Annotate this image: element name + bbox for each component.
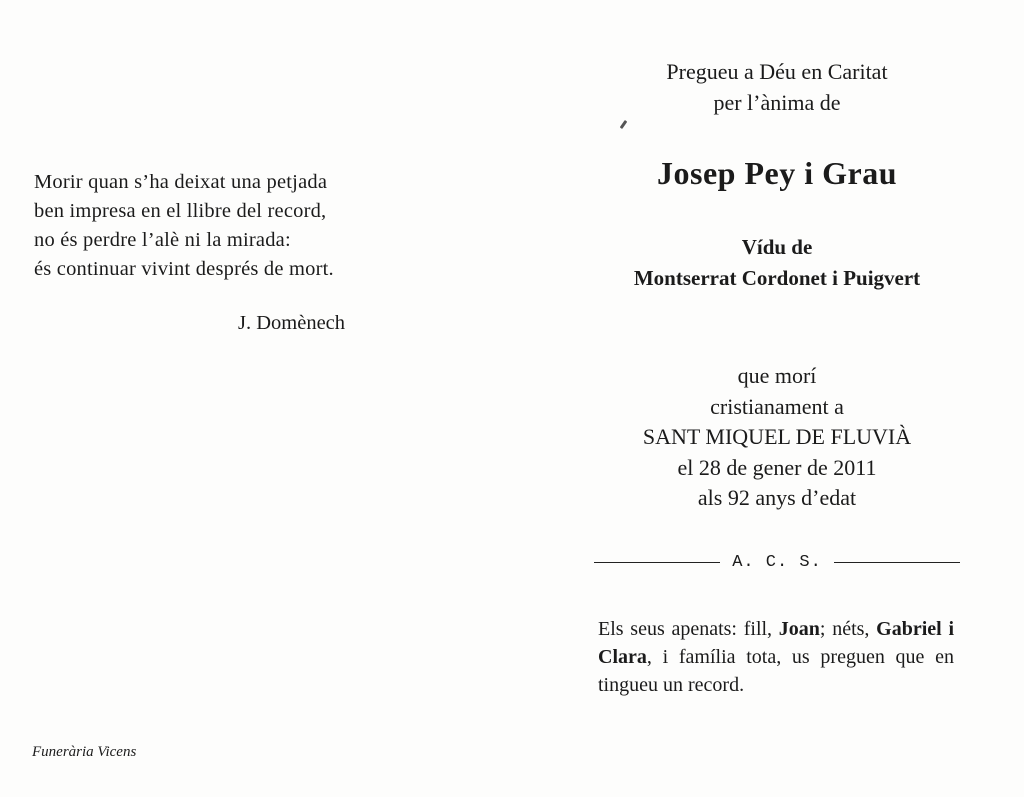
divider-line-left <box>594 562 720 563</box>
divider-line-right <box>834 562 960 563</box>
deceased-name: Josep Pey i Grau <box>657 155 897 191</box>
prayer-line: per l’ànima de <box>713 90 841 115</box>
son-name: Joan <box>778 618 820 640</box>
prayer-heading <box>586 56 968 118</box>
funeral-home-name: Funerària Vicens <box>32 744 137 760</box>
widow-label: Vídu de <box>741 235 813 259</box>
death-line: cristianament a <box>710 393 844 419</box>
acs-divider <box>594 553 960 572</box>
spouse-name: Montserrat Cordonet i Puigvert <box>633 266 921 290</box>
death-age: als 92 anys d’edat <box>697 485 857 510</box>
grandchildren-names: Gabriel i Clara <box>598 618 955 668</box>
widow-block <box>586 232 968 294</box>
poem-line: no és perdre l’alè ni la mirada: <box>34 229 291 251</box>
death-date: el 28 de gener de 2011 <box>677 454 877 480</box>
right-panel <box>586 0 968 797</box>
poem-line: Morir quan s’ha deixat una petjada <box>34 171 328 193</box>
closing-part-2: ; néts, <box>819 618 877 640</box>
poem <box>34 168 394 284</box>
poem-author: J. Domènech <box>238 312 346 334</box>
prayer-line: Pregueu a Déu en Caritat <box>666 59 888 84</box>
death-details <box>586 361 968 514</box>
death-line: que morí <box>737 363 817 388</box>
death-place: SANT MIQUEL DE FLUVIÀ <box>642 424 912 449</box>
closing-part-1: Els seus apenats: fill, <box>598 618 779 640</box>
closing-message <box>598 615 954 699</box>
poem-line: és continuar vivint després de mort. <box>34 258 334 280</box>
closing-part-3: , i família tota, us preguen que en tingueu un record. <box>598 646 954 696</box>
poem-line: ben impresa en el llibre del record, <box>34 200 327 222</box>
acs-text: A. C. S. <box>732 553 822 572</box>
